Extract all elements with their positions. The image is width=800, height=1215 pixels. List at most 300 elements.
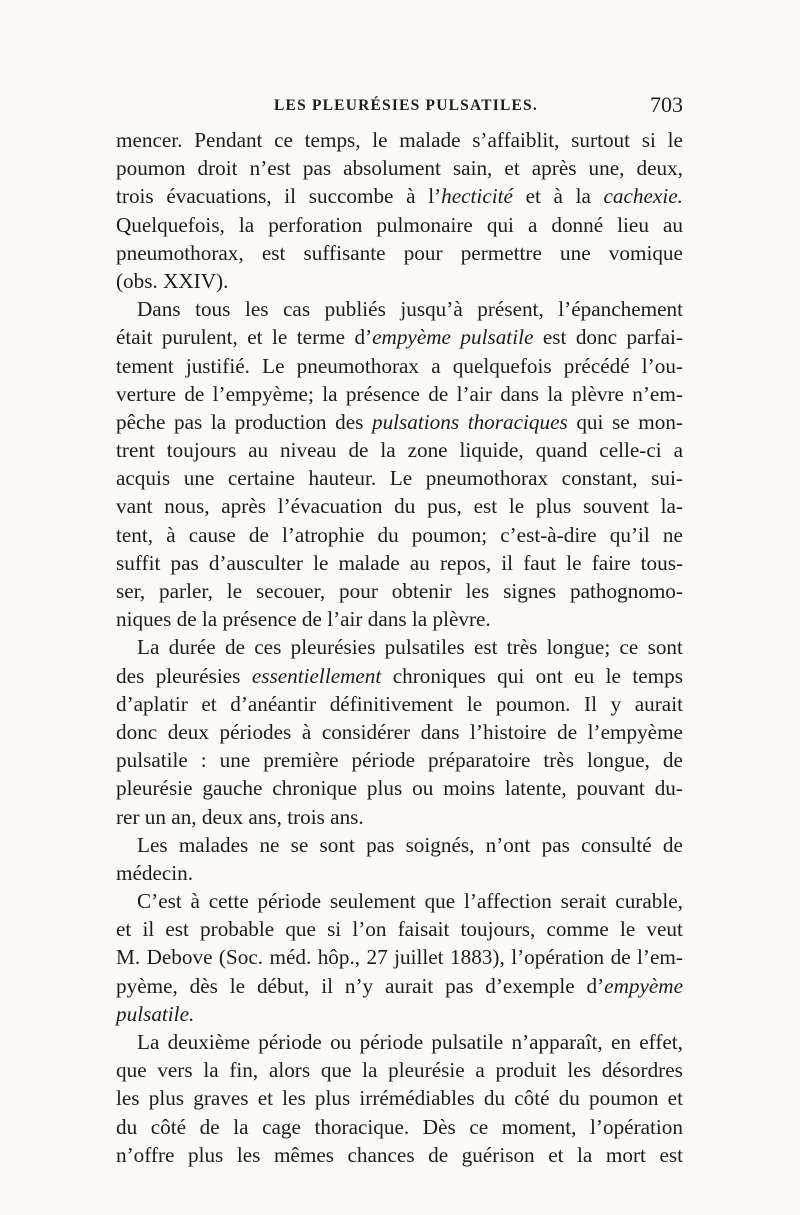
word: est xyxy=(261,240,286,265)
word: cachexie. xyxy=(603,184,683,209)
word: pneumothorax xyxy=(425,466,549,491)
word: pus, xyxy=(427,494,462,519)
word: pneumothorax, xyxy=(116,240,244,265)
text-line xyxy=(116,972,683,1000)
word: présent, xyxy=(477,297,544,322)
word: de xyxy=(610,945,631,970)
word: gauche xyxy=(202,776,263,801)
word: et xyxy=(548,1142,564,1167)
word: à xyxy=(553,184,563,209)
word: l’hecticité xyxy=(428,184,513,209)
text-line xyxy=(116,211,683,239)
word: fin, xyxy=(229,1058,259,1083)
word: tous- xyxy=(640,550,683,575)
text-line xyxy=(116,436,683,464)
word: est xyxy=(473,635,498,660)
word: dès xyxy=(189,973,218,998)
word: signes xyxy=(503,579,557,603)
word: pas xyxy=(174,409,203,434)
word: cause xyxy=(188,522,236,547)
word: pas xyxy=(541,832,570,857)
word: mort xyxy=(605,1142,646,1167)
text-line xyxy=(116,859,683,887)
word: de xyxy=(224,635,245,660)
word: périodes xyxy=(219,719,292,744)
text-line xyxy=(116,774,683,802)
word: donc xyxy=(116,719,158,744)
word: parfai- xyxy=(626,325,683,350)
word: il xyxy=(501,550,514,575)
text-line xyxy=(116,380,683,408)
text-segment: niques de la présence de l’air dans la plèvre. xyxy=(116,607,491,632)
text-line xyxy=(116,1084,683,1112)
word: de xyxy=(248,522,269,547)
word: très xyxy=(543,748,574,773)
word: qui xyxy=(486,212,514,237)
word: hauteur. xyxy=(308,466,377,491)
word: période xyxy=(351,748,416,773)
word: deux xyxy=(167,719,209,744)
word: la xyxy=(322,381,338,406)
word: des xyxy=(116,663,145,688)
word: pas xyxy=(170,550,199,575)
word: quelquefois xyxy=(452,353,552,378)
word: les xyxy=(567,1058,591,1083)
word: mencer. xyxy=(116,128,183,152)
word: sui- xyxy=(651,466,683,491)
word: mêmes xyxy=(273,1142,334,1167)
word: pulsatile xyxy=(431,1030,504,1054)
word: C’est xyxy=(137,889,182,914)
word: le xyxy=(667,128,683,152)
word: curable, xyxy=(615,889,683,914)
word: durée xyxy=(168,635,216,660)
word: l’empyème; xyxy=(212,381,314,406)
word: Quelquefois, xyxy=(116,212,225,237)
word: vers xyxy=(157,1058,193,1083)
word: poumon xyxy=(116,156,186,181)
word: et xyxy=(257,1086,273,1111)
text-line xyxy=(116,605,683,633)
word: soignés, xyxy=(405,832,475,857)
text-line xyxy=(116,154,683,182)
word: très xyxy=(506,635,538,660)
word: qui xyxy=(497,663,525,688)
word: au xyxy=(409,550,430,575)
word: de xyxy=(428,1142,449,1167)
word: après xyxy=(221,494,266,519)
word: pulsatiles xyxy=(384,635,465,660)
word: malades xyxy=(178,832,249,857)
word: Il xyxy=(584,691,597,716)
text-line xyxy=(116,323,683,351)
word: mon- xyxy=(638,409,683,434)
word: le xyxy=(372,128,388,152)
word: ou xyxy=(330,1030,352,1054)
text-line xyxy=(116,521,683,549)
word: au xyxy=(248,438,269,463)
word: si xyxy=(327,917,342,942)
word: les xyxy=(116,1086,140,1111)
word: niveau xyxy=(280,438,337,463)
word: plus xyxy=(366,776,403,801)
word: tous xyxy=(195,297,231,322)
word: longue, xyxy=(586,748,650,773)
text-line xyxy=(116,182,683,210)
word: était xyxy=(116,325,153,350)
word: La xyxy=(137,1030,160,1054)
word: et xyxy=(116,917,132,942)
word: publiés xyxy=(324,297,386,322)
word: qu’il xyxy=(609,522,650,547)
word: ces xyxy=(254,635,282,660)
word: droit xyxy=(197,156,238,181)
word: et xyxy=(667,1086,683,1111)
word: jusqu’à xyxy=(400,297,463,322)
word: plus xyxy=(314,1086,351,1111)
word: sont xyxy=(647,635,683,660)
word: Pendant xyxy=(194,128,263,152)
word: côté xyxy=(150,1114,187,1139)
word: moins xyxy=(443,776,495,801)
word: est xyxy=(165,917,189,942)
word: qui xyxy=(576,409,604,434)
word: est xyxy=(542,325,567,350)
word: le xyxy=(566,550,582,575)
word: faut xyxy=(523,550,557,575)
word: faisait xyxy=(397,917,450,942)
word: repos, xyxy=(439,550,492,575)
word: pathognomo- xyxy=(569,579,683,603)
word: d’exemple xyxy=(485,973,575,998)
word: aurait xyxy=(384,973,434,998)
word: une, xyxy=(588,156,625,181)
running-title: LES PLEURÉSIES PULSATILES. xyxy=(274,97,538,114)
word: l’atrophie xyxy=(281,522,365,547)
word: période xyxy=(359,1030,424,1054)
text-line xyxy=(116,831,683,859)
text-line xyxy=(116,267,683,295)
word: se xyxy=(612,409,630,434)
word: d’anéantir xyxy=(230,691,317,716)
text-segment: rer un an, deux ans, trois ans. xyxy=(116,804,364,829)
word: lieu xyxy=(617,212,649,237)
word: la xyxy=(210,409,227,434)
word: zone xyxy=(407,438,448,463)
word: désordres xyxy=(601,1058,683,1083)
word: pêche xyxy=(116,409,166,434)
word: pleurésies xyxy=(290,635,376,660)
word: ne xyxy=(259,832,280,857)
word: considérer xyxy=(321,719,411,744)
word: ne xyxy=(662,522,683,547)
word: l’ou- xyxy=(641,353,683,378)
word: dans xyxy=(500,381,540,406)
word: la xyxy=(362,1058,378,1083)
word: et xyxy=(247,325,263,350)
word: vomique xyxy=(608,240,683,265)
word: la xyxy=(380,438,396,463)
word: souvent xyxy=(582,494,649,519)
word: parler, xyxy=(159,579,213,603)
word: précédé xyxy=(563,353,630,378)
word: du xyxy=(394,494,416,519)
text-line xyxy=(116,1028,683,1056)
word: temps, xyxy=(304,128,361,152)
word: du- xyxy=(654,776,683,801)
word: est xyxy=(473,494,498,519)
word: pouvant xyxy=(576,776,645,801)
word: Le xyxy=(262,353,285,378)
word: poumon. xyxy=(495,691,571,716)
word: la xyxy=(203,1058,219,1083)
word: l’air xyxy=(456,381,492,406)
running-header xyxy=(116,92,683,122)
word: comme xyxy=(546,917,609,942)
word: à xyxy=(166,522,176,547)
word: des xyxy=(335,409,364,434)
word: alors xyxy=(268,1058,311,1083)
word: chances xyxy=(347,1142,415,1167)
word: thoraciques xyxy=(467,409,568,434)
word: préparatoire xyxy=(428,748,531,773)
word: surtout xyxy=(571,128,631,152)
word: trent xyxy=(116,438,155,463)
word: terme xyxy=(296,325,346,350)
word: plèvre xyxy=(571,381,624,406)
word: donc xyxy=(575,325,618,350)
text-line xyxy=(116,633,683,661)
text-line xyxy=(116,464,683,492)
text-line xyxy=(116,1113,683,1141)
word: justifié. xyxy=(185,353,250,378)
word: deuxième xyxy=(167,1030,251,1054)
word: les xyxy=(244,297,269,322)
word: tent, xyxy=(116,522,154,547)
word: en xyxy=(610,1030,631,1054)
word: de xyxy=(662,832,683,857)
word: le xyxy=(272,325,288,350)
word: eu xyxy=(574,663,595,688)
word: et xyxy=(504,156,520,181)
word: de xyxy=(428,381,449,406)
word: effet, xyxy=(639,1030,683,1054)
text-line xyxy=(116,887,683,915)
word: à xyxy=(190,889,200,914)
word: le xyxy=(508,494,525,519)
word: produit xyxy=(495,1058,557,1083)
word: les xyxy=(282,1086,306,1111)
word: première xyxy=(263,748,339,773)
word: toujours, xyxy=(460,917,536,942)
word: plus xyxy=(148,1086,185,1111)
word: du xyxy=(558,1086,580,1111)
word: tement xyxy=(116,353,174,378)
word: pulsations xyxy=(371,409,460,434)
text-line xyxy=(116,746,683,774)
text-line xyxy=(116,915,683,943)
word: ce xyxy=(469,1114,489,1139)
word: ou xyxy=(412,776,434,801)
text-line xyxy=(116,295,683,323)
word: pour xyxy=(403,240,443,265)
word: pleurésie xyxy=(116,776,193,801)
word: au xyxy=(662,212,683,237)
text-line xyxy=(116,1141,683,1169)
word: latente, xyxy=(504,776,567,801)
word: pyème, xyxy=(116,973,178,998)
word: y xyxy=(610,691,622,716)
word: se xyxy=(290,832,309,857)
text-line xyxy=(116,549,683,577)
page-number: 703 xyxy=(650,92,683,117)
word: n’em- xyxy=(632,381,683,406)
word: : xyxy=(200,748,207,773)
word: celle-ci xyxy=(599,438,662,463)
word: pulsatile xyxy=(460,325,534,350)
word: acquis xyxy=(116,466,171,491)
word: ser, xyxy=(116,579,146,603)
word: thoracique. xyxy=(314,1114,410,1139)
word: est xyxy=(659,1142,683,1167)
word: le xyxy=(226,579,243,603)
word: la- xyxy=(660,494,683,519)
text-line xyxy=(116,1056,683,1084)
word: pulmonaire xyxy=(376,212,473,237)
word: cage xyxy=(262,1114,301,1139)
italic-text: pulsatile. xyxy=(116,1001,195,1026)
word: pleurésies xyxy=(155,663,241,688)
word: le xyxy=(229,973,246,998)
word: de xyxy=(184,381,205,406)
word: aurait xyxy=(634,691,683,716)
word: pour xyxy=(339,579,378,603)
word: plus xyxy=(187,1142,224,1167)
text-line xyxy=(116,408,683,436)
word: une xyxy=(560,240,591,265)
text-line xyxy=(116,1000,683,1028)
word: dans xyxy=(420,719,460,744)
word: d’aplatir xyxy=(116,691,188,716)
word: de xyxy=(662,748,683,773)
word: que xyxy=(285,917,316,942)
word: essentiellement xyxy=(251,663,382,688)
word: début, xyxy=(256,973,310,998)
word: une xyxy=(183,466,215,491)
word: seulement xyxy=(329,889,416,914)
text-line xyxy=(116,803,683,831)
text-line xyxy=(116,492,683,520)
word: d’empyème xyxy=(354,325,451,350)
word: pulsatile xyxy=(116,748,188,773)
word: moment, xyxy=(501,1114,577,1139)
word: la xyxy=(238,212,255,237)
text-line xyxy=(116,718,683,746)
word: absolument xyxy=(343,156,441,181)
word: toujours xyxy=(166,438,237,463)
word: succombe xyxy=(308,184,394,209)
word: poumon xyxy=(589,1086,659,1111)
word: quand xyxy=(535,438,588,463)
word: n’y xyxy=(344,973,374,998)
text-line xyxy=(116,239,683,267)
text-line xyxy=(116,690,683,718)
word: l’on xyxy=(352,917,387,942)
word: M. xyxy=(116,945,141,970)
word: du xyxy=(483,1086,506,1111)
word: temps xyxy=(632,663,683,688)
word: faire xyxy=(591,550,631,575)
word: c’est-à-dire xyxy=(500,522,597,547)
word: sont xyxy=(319,832,355,857)
word: il xyxy=(321,973,333,998)
word: pas xyxy=(366,832,395,857)
word: longue; xyxy=(546,635,611,660)
word: secouer, xyxy=(255,579,326,603)
word: l’empyème xyxy=(587,719,683,744)
word: pas xyxy=(445,973,474,998)
word: constant, xyxy=(561,466,638,491)
word: la xyxy=(577,1142,593,1167)
word: les xyxy=(465,579,490,603)
word: d’empyème xyxy=(586,973,683,998)
word: ce xyxy=(274,128,293,152)
word: deux, xyxy=(636,156,683,181)
word: obtenir xyxy=(391,579,452,603)
word: a xyxy=(475,1058,485,1083)
word: l’évacuation xyxy=(277,494,383,519)
word: suffisante xyxy=(303,240,386,265)
word: évacuations, xyxy=(166,184,272,209)
word: consulté xyxy=(581,832,652,857)
word: juillet xyxy=(394,945,444,970)
text-line xyxy=(116,577,683,605)
word: trois xyxy=(116,184,154,209)
word: cas xyxy=(283,297,311,322)
text-line xyxy=(116,662,683,690)
word: du xyxy=(116,1114,138,1139)
word: le xyxy=(313,550,329,575)
word: a xyxy=(431,353,441,378)
word: 1883), xyxy=(450,945,505,970)
word: a xyxy=(673,438,683,463)
word: n’apparaît, xyxy=(511,1030,603,1054)
word: la xyxy=(547,381,563,406)
word: veut xyxy=(646,917,683,942)
word: le xyxy=(605,663,621,688)
word: définitivement xyxy=(329,691,454,716)
word: les xyxy=(236,1142,261,1167)
word: perforation xyxy=(268,212,363,237)
word: Dès xyxy=(422,1114,456,1139)
text-line xyxy=(116,126,683,154)
word: liquide, xyxy=(459,438,524,463)
word: après xyxy=(531,156,577,181)
word: l’opération xyxy=(590,1114,683,1139)
word: malade xyxy=(338,550,400,575)
word: purulent, xyxy=(161,325,238,350)
word: le xyxy=(619,917,636,942)
word: que xyxy=(116,1058,147,1083)
word: période xyxy=(257,889,322,914)
word: méd. xyxy=(269,945,312,970)
word: à xyxy=(301,719,312,744)
word: chroniques xyxy=(392,663,486,688)
word: ce xyxy=(619,635,639,660)
word: a xyxy=(527,212,538,237)
word: Le xyxy=(389,466,413,491)
word: la xyxy=(575,184,591,209)
